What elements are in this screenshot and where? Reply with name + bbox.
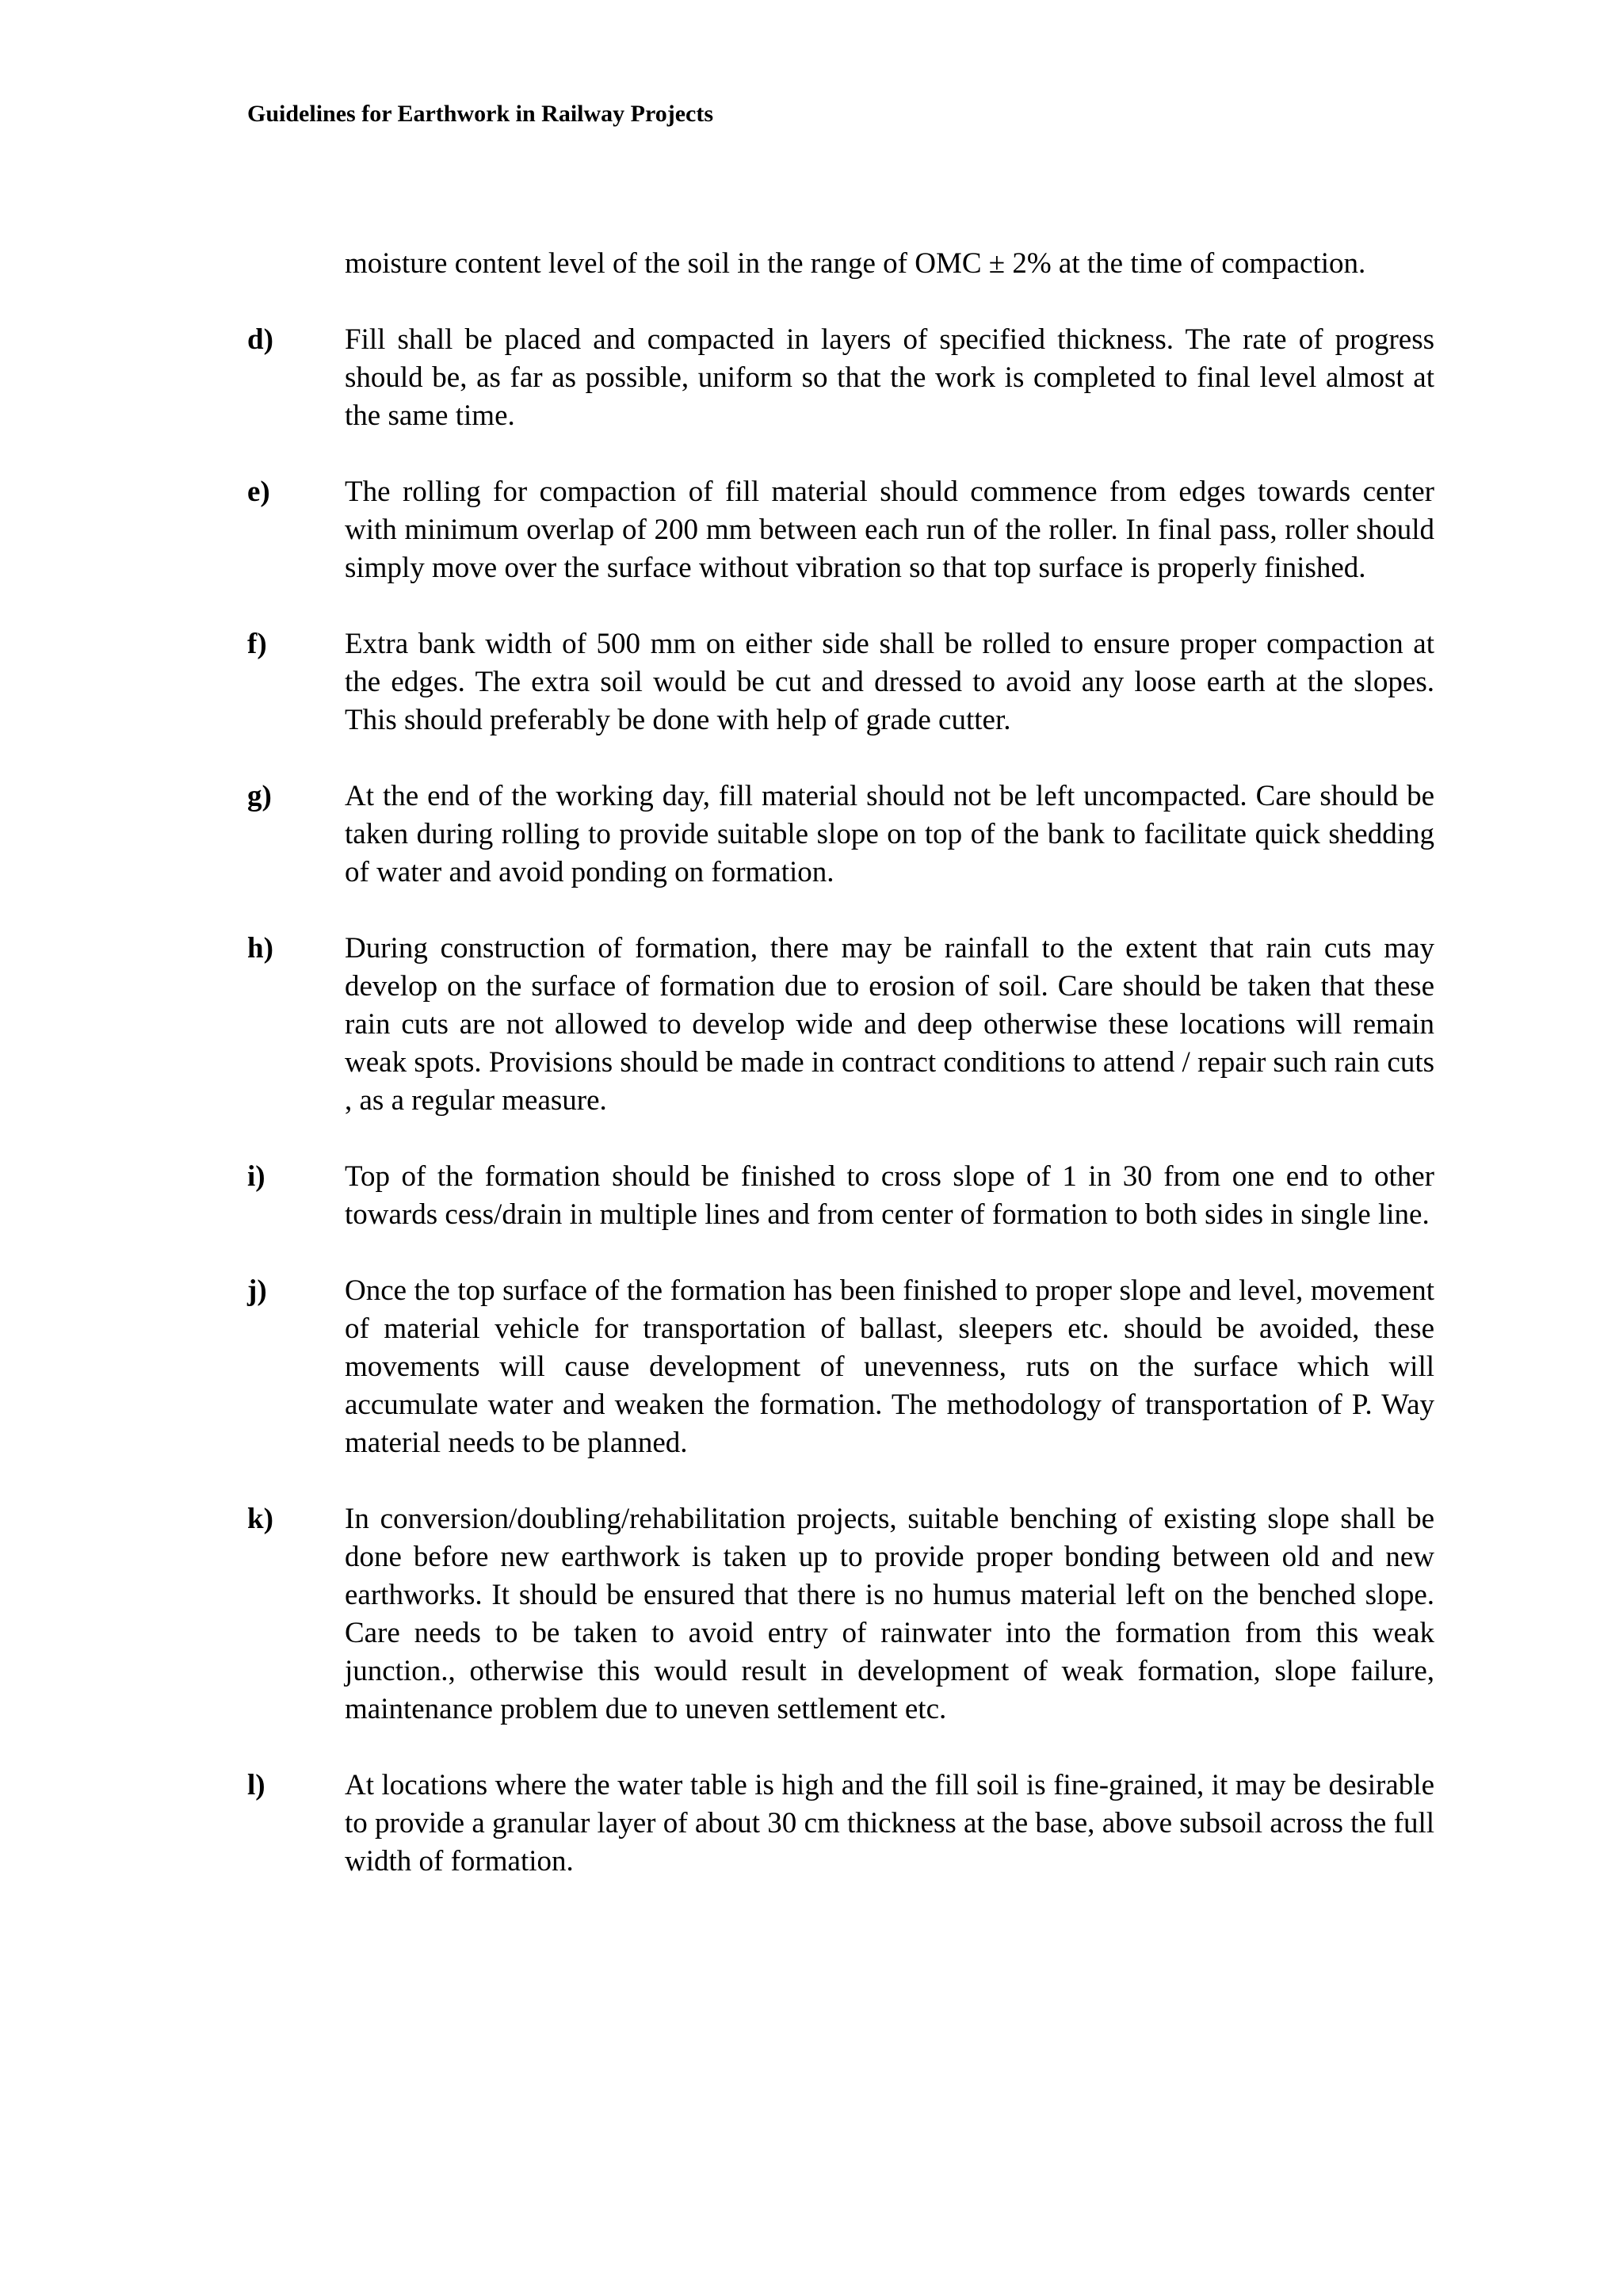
list-item-label: d)	[247, 323, 273, 356]
list-item-text: Fill shall be placed and compacted in layers of specified thickness. The rate of progress should be, as far as possible, uniform so that the work is completed to final level almost at the same time.	[345, 323, 1434, 432]
document-body	[247, 245, 1434, 1919]
list-item-text: In conversion/doubling/rehabilitation projects, suitable benching of existing slope shall be done before new earthwork is taken up to provide proper bonding between old and new earthworks. It should be ensured that there is no humus material left on the benched slope. Care needs to be taken to avoid entry of rainwater into the formation from this weak junction., otherwise this would result in development of weak formation, slope failure, maintenance problem due to uneven settlement etc.	[345, 1503, 1434, 1725]
list-item-label: h)	[247, 932, 273, 965]
list-item-j	[247, 1272, 1434, 1462]
running-header: Guidelines for Earthwork in Railway Projects	[247, 101, 714, 127]
list-item-text: At locations where the water table is high and the fill soil is fine-grained, it may be desirable to provide a granular layer of about 30 cm thickness at the base, above subsoil across the full width of formation.	[345, 1769, 1434, 1878]
list-item-label: k)	[247, 1503, 273, 1535]
list-item-label: l)	[247, 1769, 265, 1801]
list-item-text: At the end of the working day, fill material should not be left uncompacted. Care should be taken during rolling to provide suitable slope on top of the bank to facilitate quick shedding of water and avoid ponding on formation.	[345, 780, 1434, 888]
list-item-label: j)	[247, 1274, 267, 1307]
list-item-l	[247, 1767, 1434, 1881]
list-item-d	[247, 321, 1434, 435]
list-item-label: e)	[247, 476, 270, 508]
list-item-text: Top of the formation should be finished to cross slope of 1 in 30 from one end to other towards cess/drain in multiple lines and from center of formation to both sides in single line.	[345, 1160, 1434, 1231]
list-item-text: The rolling for compaction of fill material should commence from edges towards center with minimum overlap of 200 mm between each run of the roller. In final pass, roller should simply move over the surface without vibration so that top surface is properly finished.	[345, 476, 1434, 584]
continuation-text: moisture content level of the soil in the range of OMC ± 2% at the time of compaction.	[345, 247, 1366, 280]
list-item-h	[247, 930, 1434, 1120]
list-item-text: Once the top surface of the formation has been finished to proper slope and level, movement of material vehicle for transportation of ballast, sleepers etc. should be avoided, these movements will cause development of unevenness, ruts on the surface which will accumulate water and weaken the formation. The methodology of transportation of P. Way material needs to be planned.	[345, 1274, 1434, 1459]
list-item-text: Extra bank width of 500 mm on either side shall be rolled to ensure proper compaction at the edges. The extra soil would be cut and dressed to avoid any loose earth at the slopes. This should preferably be done with help of grade cutter.	[345, 628, 1434, 736]
list-item-k	[247, 1500, 1434, 1729]
list-item-label: g)	[247, 780, 272, 812]
list-item-label: f)	[247, 628, 267, 660]
list-item-f	[247, 625, 1434, 739]
list-item-i	[247, 1158, 1434, 1234]
list-item-e	[247, 473, 1434, 587]
list-item-text: During construction of formation, there may be rainfall to the extent that rain cuts may develop on the surface of formation due to erosion of soil. Care should be taken that these rain cuts are not allowed to develop wide and deep otherwise these locations will remain weak spots. Provisions should be made in contract conditions to attend / repair such rain cuts , as a regular measure.	[345, 932, 1434, 1117]
continuation-paragraph	[247, 245, 1434, 283]
list-item-label: i)	[247, 1160, 265, 1193]
list-item-g	[247, 777, 1434, 892]
